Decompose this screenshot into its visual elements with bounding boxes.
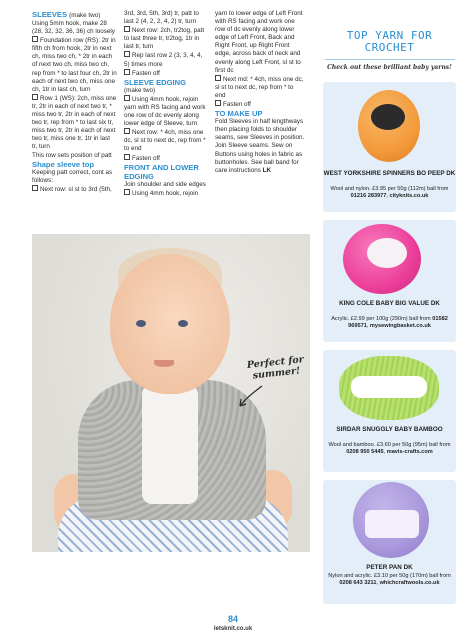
paragraph: Fold Sleeves in half lengthways then placing folds to shoulder seams, sew Sleeves in position. Join Sleeve seams. Sew on Buttons using holes in fabric as buttonholes. See ball band for care instructions LK — [215, 118, 305, 174]
checkbox-icon — [124, 69, 130, 75]
checkbox-icon — [124, 26, 130, 32]
sidebar-subtitle: Check out these brilliant baby yarns! — [327, 64, 452, 71]
paragraph: Foundation row (RS): 2tr in fifth ch from hook, 2tr in next ch, miss two ch, * 2tr in each of next two ch, miss two ch, rep from * to last four ch, 2tr in each of next two ch, miss one ch, 1tr in last ch, turn — [32, 37, 117, 93]
paragraph: Next row: 2ch, tr2tog, patt to last three tr, tr2tog, 1tr in last tr, turn — [124, 27, 205, 51]
checkbox-icon — [32, 94, 38, 100]
sidebar-title: TOP YARN FOR CROCHET — [346, 29, 433, 54]
yarn-label — [371, 104, 405, 130]
pattern-column-1 — [32, 10, 117, 194]
yarn-name: KING COLE BABY BIG VALUE DK — [339, 300, 440, 307]
paragraph: Join shoulder and side edges — [124, 180, 206, 188]
paragraph: Using 4mm hook, rejoin yarn with RS facing and work one row of dc evenly along lower edge of Sleeve, turn — [124, 95, 206, 128]
section-heading: FRONT AND LOWER EDGING — [124, 162, 199, 181]
yarn-desc: Wool and nylon. £3.95 per 50g (112m) ball from 01216 283977, cityknits.co.uk — [330, 186, 449, 200]
checkbox-icon — [32, 185, 38, 191]
paragraph: (make two) — [124, 86, 156, 94]
section-heading: SLEEVES (make two) — [32, 10, 101, 19]
paragraph: 3rd, 3rd, 5th, 3rd) tr, patt to last 2 (4, 2, 2, 4, 2) tr, turn — [124, 10, 199, 26]
checkbox-icon — [124, 51, 130, 57]
section-heading: TO MAKE UP — [215, 109, 263, 119]
section-heading: Shape sleeve top — [32, 159, 95, 169]
tagline: Perfect for summer! — [246, 354, 305, 381]
yarn-desc: Nylon and acrylic. £3.10 per 50g (170m) ball from 0208 643 3211, whichcraftwools.co.uk — [328, 573, 451, 587]
paragraph: Using 5mm hook, make 28 (28, 32, 32, 36, 36) ch loosely — [32, 20, 115, 36]
baby-head — [110, 254, 230, 394]
paragraph: Using 4mm hook, rejoin — [124, 189, 209, 198]
yarn-label — [365, 510, 419, 538]
paragraph: Fasten off — [215, 100, 305, 109]
paragraph: Row 1 (WS): 2ch, miss one tr, 2tr in each of next two tr, * miss two tr, 2tr in each of next two tr, rep from * to last six tr, miss two tr, 2tr in each of next two tr, miss one tr, 1tr in last tr, turn — [32, 94, 117, 151]
yarn-name: PETER PAN DK — [366, 564, 413, 571]
yarn-card — [323, 82, 456, 212]
checkbox-icon — [215, 100, 221, 106]
checkbox-icon — [124, 95, 130, 101]
footer-url[interactable]: letsknit.co.uk — [213, 626, 253, 632]
page-number: 84 — [227, 614, 238, 624]
paragraph: Keeping patt correct, cont as follows: — [32, 168, 113, 184]
yarn-name: SIRDAR SNUGGLY BABY BAMBOO — [336, 426, 443, 433]
yarn-card — [323, 480, 456, 604]
yarn-desc: Wool and bamboo. £3.60 per 50g (95m) ball from 0208 950 5445, mavis-crafts.com — [328, 442, 451, 456]
baby-photo — [32, 234, 310, 552]
paragraph: Next rnd: * 4ch, miss one dc, sl st to next dc, rep from * to end — [215, 75, 304, 99]
yarn-card — [323, 350, 456, 472]
paragraph: Next row: sl st to 3rd (5th, — [32, 185, 117, 194]
pattern-column-2 — [124, 10, 209, 198]
checkbox-icon — [32, 36, 38, 42]
checkbox-icon — [124, 154, 130, 160]
paragraph: Next row: * 4ch, miss one dc, sl st to next dc, rep from * to end — [124, 129, 206, 153]
arrow-icon — [236, 384, 266, 410]
checkbox-icon — [215, 75, 221, 81]
section-heading: SLEEVE EDGING — [124, 77, 187, 87]
paragraph: This row sets position of patt — [32, 151, 112, 159]
checkbox-icon — [124, 189, 130, 195]
paragraph: Rep last row 2 (3, 3, 4, 4, 5) times more — [124, 52, 203, 68]
yarn-label — [351, 376, 427, 398]
yarn-card — [323, 220, 456, 342]
yarn-name: WEST YORKSHIRE SPINNERS BO PEEP DK — [323, 170, 456, 177]
paragraph: Fasten off — [124, 154, 209, 163]
paragraph: yarn to lower edge of Left Front with RS facing and work one row of dc evenly along lower edge of Left Front, Back and Right Front, up Right Front edge, across back of neck and evenly along Left Front, sl st to first dc — [215, 10, 303, 74]
signoff: LK — [262, 166, 272, 174]
pattern-column-3 — [215, 10, 305, 175]
checkbox-icon — [124, 128, 130, 134]
yarn-label — [367, 238, 407, 268]
yarn-desc: Acrylic. £2.99 per 100g (290m) ball from 01582 969571, mysewingbasket.co.uk — [331, 316, 448, 330]
paragraph: Fasten off — [124, 69, 209, 78]
